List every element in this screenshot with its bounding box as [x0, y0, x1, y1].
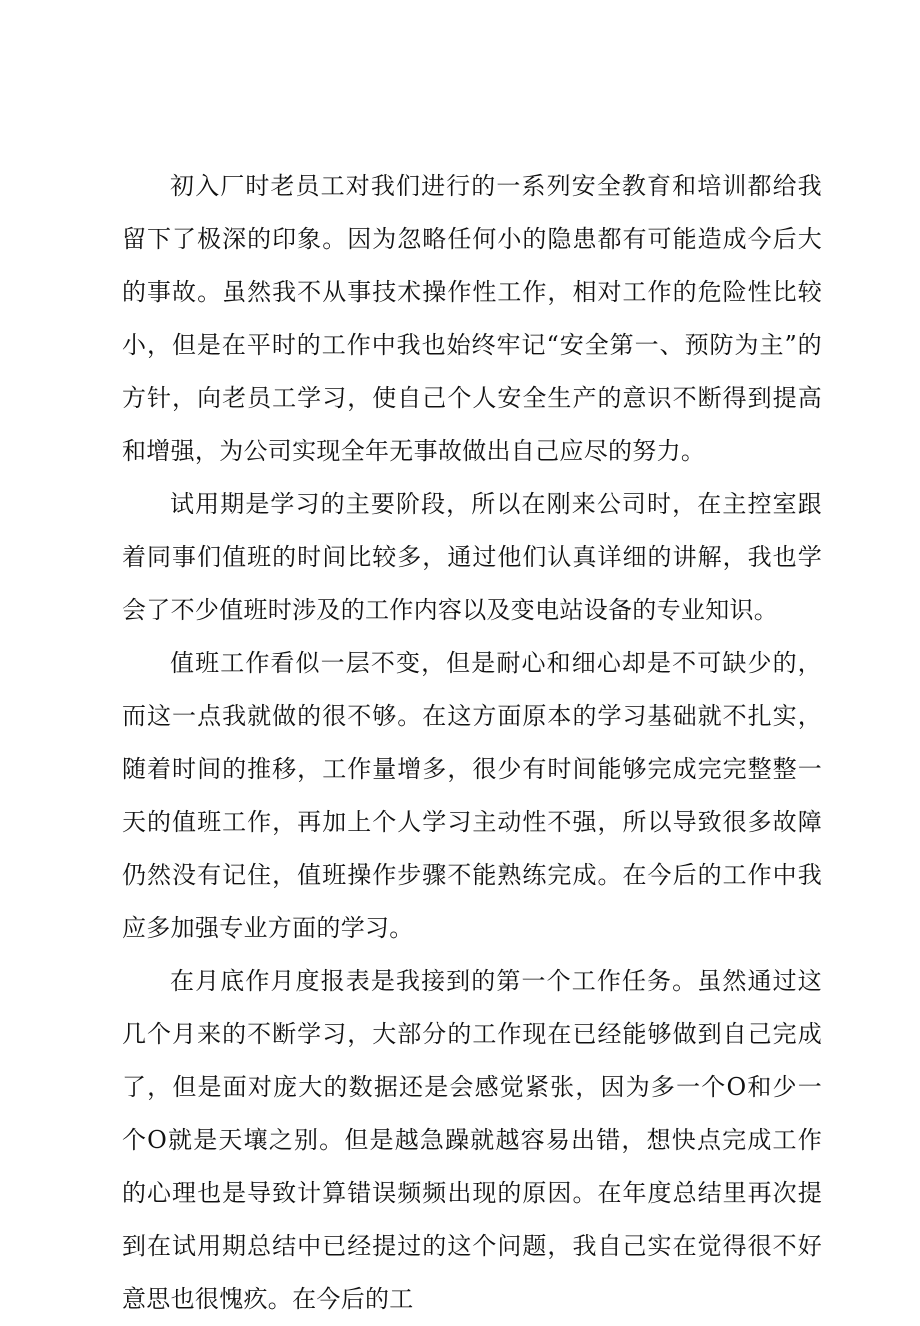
- paragraph-safety-training: 初入厂时老员工对我们进行的一系列安全教育和培训都给我留下了极深的印象。因为忽略任何小的隐患都有可能造成今后大的事故。虽然我不从事技术操作性工作，相对工作的危险性比较小，但是在平时的工作中我也始终牢记“安全第一、预防为主”的方针，向老员工学习，使自己个人安全生产的意识不断得到提高和增强，为公司实现全年无事故做出自己应尽的努力。: [122, 172, 822, 465]
- paragraph-probation-learning: 试用期是学习的主要阶段，所以在刚来公司时，在主控室跟着同事们值班的时间比较多，通过他们认真详细的讲解，我也学会了不少值班时涉及的工作内容以及变电站设备的专业知识。: [122, 490, 822, 624]
- document-body: [122, 160, 822, 1326]
- paragraph-duty-work: 值班工作看似一层不变，但是耐心和细心却是不可缺少的，而这一点我就做的很不够。在这方面原本的学习基础就不扎实，随着时间的推移，工作量增多，很少有时间能够完成完完整整一天的值班工作，再加上个人学习主动性不强，所以导致很多故障仍然没有记住，值班操作步骤不能熟练完成。在今后的工作中我应多加强专业方面的学习。: [122, 649, 822, 942]
- paragraph-monthly-report: 在月底作月度报表是我接到的第一个工作任务。虽然通过这几个月来的不断学习，大部分的工作现在已经能够做到自己完成了，但是面对庞大的数据还是会感觉紧张，因为多一个O和少一个O就是天壤之别。但是越急躁就越容易出错，想快点完成工作的心理也是导致计算错误频频出现的原因。在年度总结里再次提到在试用期总结中已经提过的这个问题，我自己实在觉得很不好意思也很愧疚。在今后的工: [122, 967, 822, 1313]
